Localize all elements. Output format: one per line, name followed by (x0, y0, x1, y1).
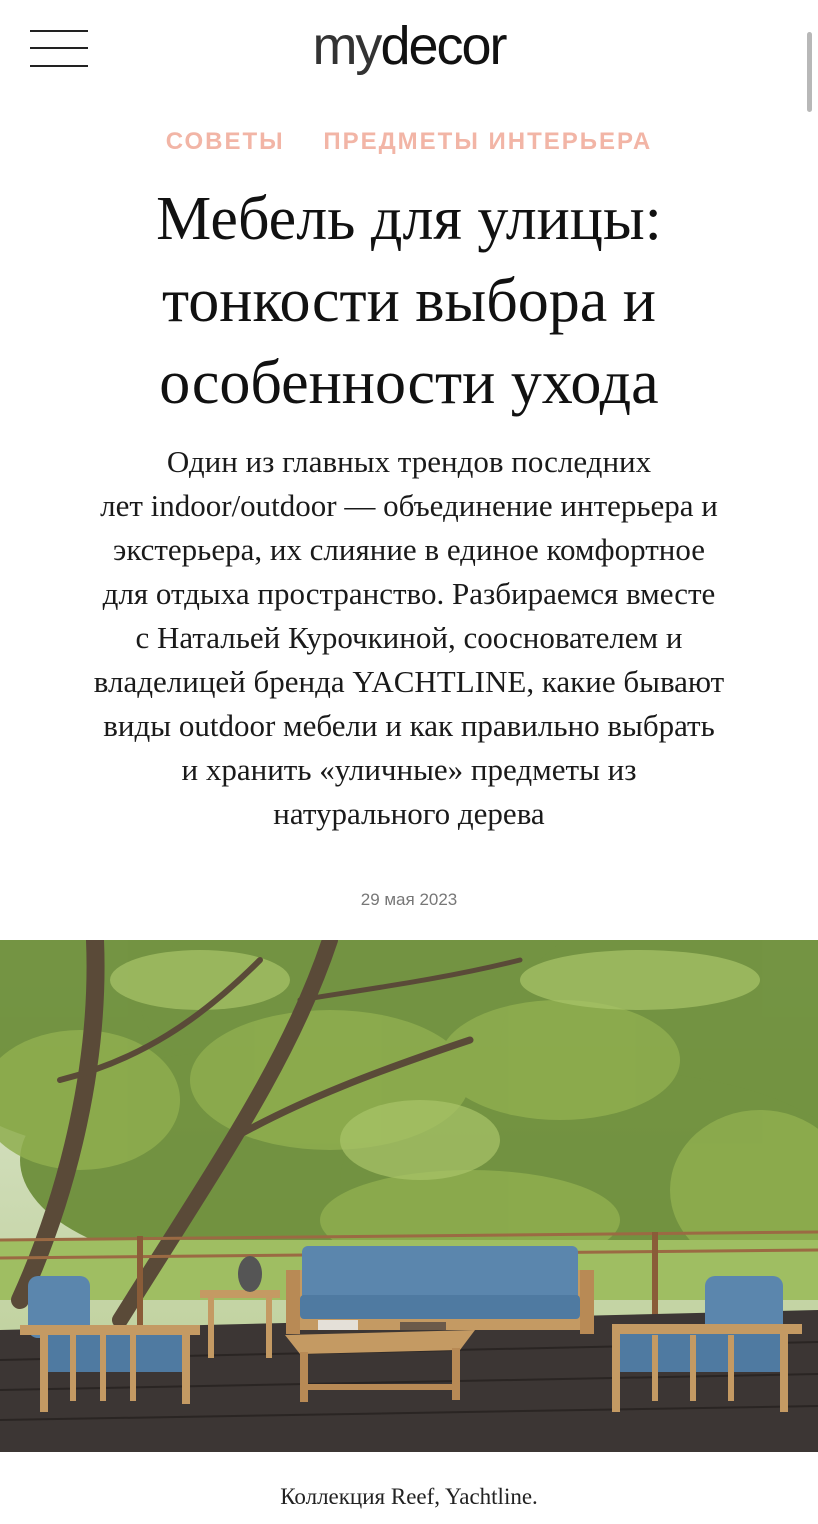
site-logo[interactable]: mydecor (312, 16, 506, 76)
title-line: тонкости выбора и (162, 267, 656, 335)
lead-line: виды outdoor мебели и как правильно выбрать (103, 708, 715, 743)
site-header (0, 0, 818, 110)
article-lead (24, 440, 794, 836)
article-title (40, 178, 778, 424)
publish-date: 29 мая 2023 (360, 890, 458, 909)
lead-line: Один из главных трендов последних (166, 444, 652, 479)
scrollbar[interactable] (807, 32, 812, 112)
photo-caption: Коллекция Reef, Yachtline. (280, 1484, 538, 1509)
lead-line: и хранить «уличные» предметы из (181, 752, 637, 787)
lead-line: для отдыха пространство. Разбираемся вместе (102, 576, 716, 611)
category-link-predmety-interera[interactable]: ПРЕДМЕТЫ ИНТЕРЬЕРА (323, 128, 653, 155)
title-line: особенности ухода (159, 349, 659, 417)
title-line: Мебель для улицы: (156, 185, 662, 253)
category-link-sovety[interactable]: СОВЕТЫ (165, 128, 285, 155)
category-links (0, 128, 818, 156)
article-photo (0, 940, 818, 1452)
lead-line: лет indoor/outdoor — объединение интерьера и (100, 488, 718, 523)
lead-line: владелицей бренда YACHTLINE, какие бывают (93, 664, 725, 699)
lead-line: с Натальей Курочкиной, сооснователем и (135, 620, 683, 655)
lead-line: натурального дерева (273, 796, 545, 831)
lead-line: экстерьера, их слияние в единое комфортное (113, 532, 705, 567)
